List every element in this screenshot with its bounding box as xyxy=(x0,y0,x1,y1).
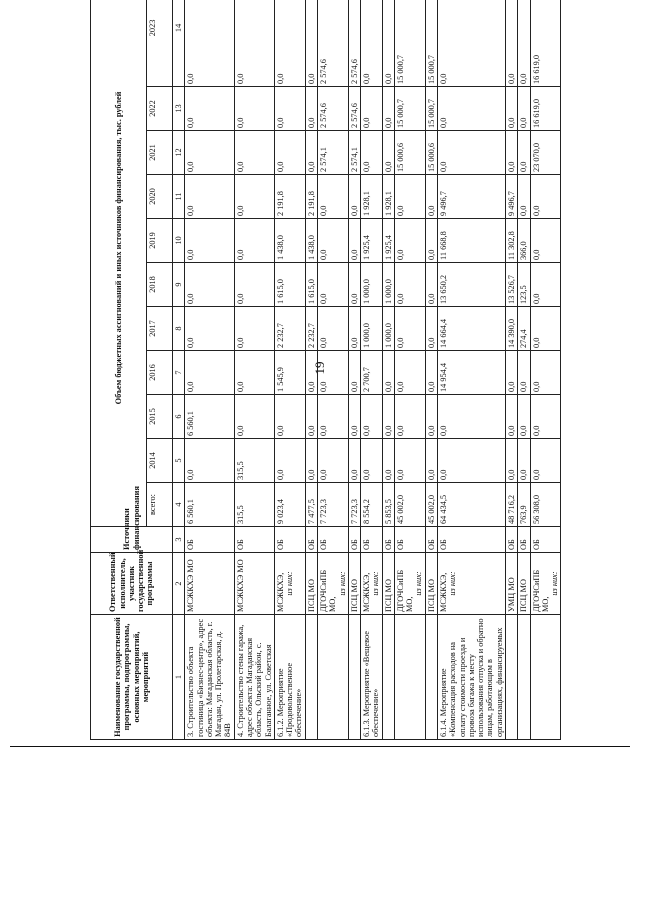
row-value: 0,0 xyxy=(394,439,425,483)
column-number: 8 xyxy=(173,307,185,351)
column-number: 11 xyxy=(173,175,185,219)
executor-label: ДГОЧСиПБ МО, xyxy=(318,569,338,612)
row-value: 0,0 xyxy=(185,307,234,351)
header-executor: Ответственный исполнитель, участник государственной программы xyxy=(91,553,173,615)
column-number: 6 xyxy=(173,395,185,439)
executor-label: МСЖКХЭ, xyxy=(439,572,449,612)
row-name xyxy=(425,615,437,740)
row-value: 0,0 xyxy=(274,395,305,439)
row-value: 2 574,6 xyxy=(317,0,348,87)
row-name xyxy=(530,615,561,740)
row-value: 0,0 xyxy=(361,87,383,131)
row-value: 0,0 xyxy=(317,439,348,483)
row-value: 315,5 xyxy=(234,439,274,483)
executor-note: из них: xyxy=(337,571,347,596)
row-name: 6.1.3. Мероприятие «Вещевое обеспечение» xyxy=(361,615,383,740)
row-value: 11 668,8 xyxy=(438,219,506,263)
header-year: 2021 xyxy=(147,131,173,175)
row-value: 0,0 xyxy=(361,131,383,175)
row-value: 0,0 xyxy=(348,219,360,263)
row-value: 0,0 xyxy=(274,439,305,483)
executor-label: МСЖКХЭ МО xyxy=(186,559,196,612)
row-value: 0,0 xyxy=(305,395,317,439)
budget-table xyxy=(90,0,561,740)
table-row xyxy=(394,0,425,740)
row-name xyxy=(305,615,317,740)
row-value: 0,0 xyxy=(506,87,518,131)
executor-label: ПСЦ МО xyxy=(383,579,393,612)
page-bottom-rule xyxy=(10,746,630,747)
row-value: 0,0 xyxy=(185,351,234,395)
row-value: 0,0 xyxy=(425,175,437,219)
row-value: 0,0 xyxy=(305,87,317,131)
header-name: Наименование государственной программы, подпрограммы, основных мероприятий, мероприятий xyxy=(91,615,173,740)
table-row xyxy=(506,0,518,740)
row-source: ОБ xyxy=(506,527,518,553)
table-row xyxy=(348,0,360,740)
row-value: 0,0 xyxy=(361,0,383,87)
row-value: 0,0 xyxy=(518,0,530,87)
row-value: 1 438,0 xyxy=(274,219,305,263)
row-value: 23 070,0 xyxy=(530,131,561,175)
row-value: 9 496,7 xyxy=(506,175,518,219)
row-value: 45 002,0 xyxy=(394,483,425,527)
row-value: 1 615,0 xyxy=(274,263,305,307)
row-value: 0,0 xyxy=(425,439,437,483)
table-row xyxy=(438,0,506,740)
row-name xyxy=(394,615,425,740)
header-year: 2016 xyxy=(147,351,173,395)
row-value: 0,0 xyxy=(185,87,234,131)
row-value: 0,0 xyxy=(506,0,518,87)
row-value: 0,0 xyxy=(530,263,561,307)
row-value: 2 574,6 xyxy=(348,87,360,131)
row-value: 0,0 xyxy=(185,131,234,175)
row-value: 13 526,7 xyxy=(506,263,518,307)
row-value: 14 390,0 xyxy=(506,307,518,351)
row-value: 0,0 xyxy=(438,131,506,175)
rotated-budget-table-page xyxy=(90,10,646,740)
row-value: 315,5 xyxy=(234,483,274,527)
row-value: 0,0 xyxy=(234,87,274,131)
row-value: 0,0 xyxy=(305,0,317,87)
header-year: 2019 xyxy=(147,219,173,263)
header-total: всего: xyxy=(147,483,173,527)
column-number: 4 xyxy=(173,483,185,527)
row-value: 0,0 xyxy=(185,175,234,219)
row-value: 14 954,4 xyxy=(438,351,506,395)
row-name: 4. Строительство стены гаража, адрес объекта: Магаданская область, Ольский район, с. Балаганное, ул. Советская xyxy=(234,615,274,740)
row-value: 0,0 xyxy=(425,307,437,351)
row-value: 0,0 xyxy=(382,0,394,87)
row-value: 0,0 xyxy=(506,395,518,439)
row-executor xyxy=(506,553,518,615)
row-value: 0,0 xyxy=(274,131,305,175)
row-source: ОБ xyxy=(425,527,437,553)
row-source: ОБ xyxy=(438,527,506,553)
row-value: 15 000,7 xyxy=(394,0,425,87)
executor-label: ПСЦ МО xyxy=(519,579,529,612)
row-value: 0,0 xyxy=(518,131,530,175)
row-value: 5 853,5 xyxy=(382,483,394,527)
row-value: 0,0 xyxy=(317,307,348,351)
row-name xyxy=(518,615,530,740)
executor-label: ПСЦ МО xyxy=(306,579,316,612)
row-value: 0,0 xyxy=(438,395,506,439)
row-executor xyxy=(348,553,360,615)
header-year: 2022 xyxy=(147,87,173,131)
table-row xyxy=(234,0,274,740)
row-value: 0,0 xyxy=(394,219,425,263)
column-number: 14 xyxy=(173,0,185,87)
row-value: 1 438,0 xyxy=(305,219,317,263)
row-value: 7 723,3 xyxy=(348,483,360,527)
row-value: 0,0 xyxy=(317,175,348,219)
executor-note: из них: xyxy=(414,571,424,596)
row-name xyxy=(317,615,348,740)
row-source: ОБ xyxy=(530,527,561,553)
header-year: 2023 xyxy=(147,0,173,87)
row-source: ОБ xyxy=(382,527,394,553)
row-value: 1 000,0 xyxy=(382,307,394,351)
table-row xyxy=(274,0,305,740)
row-value: 123,5 xyxy=(518,263,530,307)
row-value: 0,0 xyxy=(394,175,425,219)
row-value: 0,0 xyxy=(317,263,348,307)
row-executor xyxy=(305,553,317,615)
row-value: 0,0 xyxy=(382,87,394,131)
row-value: 14 664,4 xyxy=(438,307,506,351)
row-value: 15 000,7 xyxy=(394,87,425,131)
row-value: 0,0 xyxy=(305,351,317,395)
executor-label: УМЦ МО xyxy=(507,577,516,612)
row-value: 0,0 xyxy=(305,131,317,175)
row-value: 9 023,4 xyxy=(274,483,305,527)
row-value: 366,0 xyxy=(518,219,530,263)
executor-note: из них: xyxy=(285,571,295,596)
row-value: 0,0 xyxy=(234,351,274,395)
header-year: 2018 xyxy=(147,263,173,307)
column-number: 12 xyxy=(173,131,185,175)
row-value: 0,0 xyxy=(185,219,234,263)
executor-note: из них: xyxy=(448,571,458,596)
row-value: 0,0 xyxy=(425,263,437,307)
header-year: 2014 xyxy=(147,439,173,483)
row-name: 6.1.2. Мероприятие «Продовольственное обеспечение» xyxy=(274,615,305,740)
column-number: 13 xyxy=(173,87,185,131)
column-number: 5 xyxy=(173,439,185,483)
row-executor xyxy=(530,553,561,615)
row-value: 6 560,1 xyxy=(185,483,234,527)
row-value: 2 191,8 xyxy=(274,175,305,219)
row-source: ОБ xyxy=(274,527,305,553)
row-value: 1 925,4 xyxy=(361,219,383,263)
row-value: 1 000,0 xyxy=(361,263,383,307)
row-value: 0,0 xyxy=(348,175,360,219)
row-value: 1 928,1 xyxy=(361,175,383,219)
row-value: 0,0 xyxy=(382,131,394,175)
row-executor xyxy=(438,553,506,615)
row-value: 0,0 xyxy=(274,87,305,131)
row-value: 274,4 xyxy=(518,307,530,351)
row-value: 0,0 xyxy=(361,439,383,483)
row-value: 15 000,7 xyxy=(425,87,437,131)
row-value: 0,0 xyxy=(438,0,506,87)
column-number: 7 xyxy=(173,351,185,395)
row-source: ОБ xyxy=(317,527,348,553)
row-value: 0,0 xyxy=(438,439,506,483)
row-value: 0,0 xyxy=(234,395,274,439)
row-value: 0,0 xyxy=(506,439,518,483)
table-row xyxy=(518,0,530,740)
row-value: 2 700,7 xyxy=(361,351,383,395)
row-value: 15 000,6 xyxy=(425,131,437,175)
executor-note: из них: xyxy=(550,571,560,596)
row-value: 2 574,1 xyxy=(317,131,348,175)
row-name: 3. Строительство объекта гостиница «Бизнес-центр», адрес объекта: Магаданская область, г. Магадан, ул. Пролетарская, д. 84В xyxy=(185,615,234,740)
row-value: 0,0 xyxy=(382,439,394,483)
row-value: 0,0 xyxy=(518,175,530,219)
row-value: 0,0 xyxy=(234,263,274,307)
header-year: 2017 xyxy=(147,307,173,351)
row-value: 1 615,0 xyxy=(305,263,317,307)
table-row xyxy=(185,0,234,740)
row-value: 48 716,2 xyxy=(506,483,518,527)
table-row xyxy=(317,0,348,740)
row-executor xyxy=(382,553,394,615)
row-executor xyxy=(361,553,383,615)
row-value: 0,0 xyxy=(394,307,425,351)
row-value: 1 000,0 xyxy=(361,307,383,351)
row-value: 2 232,7 xyxy=(274,307,305,351)
row-value: 16 619,0 xyxy=(530,87,561,131)
row-value: 2 574,1 xyxy=(348,131,360,175)
column-number: 3 xyxy=(173,527,185,553)
executor-label: ПСЦ МО xyxy=(349,579,359,612)
row-value: 0,0 xyxy=(348,395,360,439)
row-value: 0,0 xyxy=(234,131,274,175)
row-value: 2 574,6 xyxy=(348,0,360,87)
row-value: 0,0 xyxy=(530,175,561,219)
row-value: 2 232,7 xyxy=(305,307,317,351)
row-value: 0,0 xyxy=(382,351,394,395)
row-executor xyxy=(185,553,234,615)
row-value: 15 000,6 xyxy=(394,131,425,175)
table-row xyxy=(305,0,317,740)
row-value: 2 191,8 xyxy=(305,175,317,219)
row-value: 0,0 xyxy=(317,351,348,395)
table-row xyxy=(530,0,561,740)
row-value: 0,0 xyxy=(394,263,425,307)
row-value: 6 560,1 xyxy=(185,395,234,439)
column-number: 10 xyxy=(173,219,185,263)
executor-note: из них: xyxy=(371,571,381,596)
row-name xyxy=(348,615,360,740)
page-number: 19 xyxy=(312,361,327,375)
row-value: 1 925,4 xyxy=(382,219,394,263)
row-value: 64 434,5 xyxy=(438,483,506,527)
table-row xyxy=(425,0,437,740)
row-source: ОБ xyxy=(518,527,530,553)
row-value: 0,0 xyxy=(425,351,437,395)
row-value: 0,0 xyxy=(394,395,425,439)
row-value: 0,0 xyxy=(382,395,394,439)
row-value: 1 545,9 xyxy=(274,351,305,395)
row-value: 0,0 xyxy=(348,307,360,351)
row-value: 7 477,5 xyxy=(305,483,317,527)
row-name: 6.1.4. Мероприятие «Компенсация расходов на оплату стоимости проезда и провоза багажа к месту использования отпуска и обратно лицам, работающим в организациях, финансируемых xyxy=(438,615,506,740)
row-value: 2 574,6 xyxy=(317,87,348,131)
header-volume: Объем бюджетных ассигнований и иных источников финансирования, тыс. рублей xyxy=(91,0,147,527)
row-value: 0,0 xyxy=(234,219,274,263)
row-executor xyxy=(274,553,305,615)
column-number: 1 xyxy=(173,615,185,740)
row-executor xyxy=(317,553,348,615)
row-value: 56 308,0 xyxy=(530,483,561,527)
row-value: 0,0 xyxy=(185,263,234,307)
table-row xyxy=(361,0,383,740)
row-source: ОБ xyxy=(305,527,317,553)
column-number: 2 xyxy=(173,553,185,615)
row-value: 7 723,3 xyxy=(317,483,348,527)
row-value: 0,0 xyxy=(348,263,360,307)
row-value: 0,0 xyxy=(317,395,348,439)
row-executor xyxy=(425,553,437,615)
row-value: 0,0 xyxy=(530,307,561,351)
row-value: 0,0 xyxy=(394,351,425,395)
row-name xyxy=(382,615,394,740)
row-value: 0,0 xyxy=(530,351,561,395)
row-value: 1 000,0 xyxy=(382,263,394,307)
row-value: 0,0 xyxy=(518,87,530,131)
row-executor xyxy=(518,553,530,615)
row-executor xyxy=(234,553,274,615)
row-value: 0,0 xyxy=(425,219,437,263)
column-number: 9 xyxy=(173,263,185,307)
row-value: 1 928,1 xyxy=(382,175,394,219)
row-value: 0,0 xyxy=(506,351,518,395)
row-executor xyxy=(394,553,425,615)
row-value: 0,0 xyxy=(274,0,305,87)
row-value: 0,0 xyxy=(185,0,234,87)
row-value: 0,0 xyxy=(506,131,518,175)
header-year: 2015 xyxy=(147,395,173,439)
row-value: 0,0 xyxy=(438,87,506,131)
row-value: 9 496,7 xyxy=(438,175,506,219)
row-value: 0,0 xyxy=(530,395,561,439)
row-source: ОБ xyxy=(348,527,360,553)
header-source: Источники финансирования xyxy=(91,527,173,553)
row-value: 0,0 xyxy=(348,439,360,483)
row-value: 0,0 xyxy=(518,439,530,483)
row-value: 16 619,0 xyxy=(530,0,561,87)
row-value: 763,9 xyxy=(518,483,530,527)
row-source: ОБ xyxy=(185,527,234,553)
row-value: 0,0 xyxy=(234,0,274,87)
row-value: 45 002,0 xyxy=(425,483,437,527)
executor-label: МСЖКХЭ, xyxy=(362,572,372,612)
row-value: 13 650,2 xyxy=(438,263,506,307)
header-year: 2020 xyxy=(147,175,173,219)
row-name xyxy=(506,615,518,740)
row-value: 0,0 xyxy=(518,395,530,439)
row-value: 0,0 xyxy=(361,395,383,439)
row-value: 15 000,7 xyxy=(425,0,437,87)
row-value: 0,0 xyxy=(530,439,561,483)
row-value: 0,0 xyxy=(348,351,360,395)
table-row xyxy=(382,0,394,740)
row-value: 0,0 xyxy=(305,439,317,483)
row-value: 0,0 xyxy=(425,395,437,439)
executor-label: ДГОЧСиПБ МО, xyxy=(395,569,415,612)
row-source: ОБ xyxy=(394,527,425,553)
row-value: 0,0 xyxy=(317,219,348,263)
row-value: 0,0 xyxy=(234,307,274,351)
executor-label: ПСЦ МО xyxy=(426,579,436,612)
row-value: 11 302,8 xyxy=(506,219,518,263)
row-value: 8 554,2 xyxy=(361,483,383,527)
row-value: 0,0 xyxy=(234,175,274,219)
row-value: 0,0 xyxy=(518,351,530,395)
executor-label: МСЖКХЭ, xyxy=(275,572,285,612)
row-value: 0,0 xyxy=(185,439,234,483)
executor-label: ДГОЧСиПБ МО, xyxy=(531,569,550,612)
row-value: 0,0 xyxy=(530,219,561,263)
row-source: ОБ xyxy=(234,527,274,553)
row-source: ОБ xyxy=(361,527,383,553)
executor-label: МСЖКХЭ МО xyxy=(235,559,245,612)
